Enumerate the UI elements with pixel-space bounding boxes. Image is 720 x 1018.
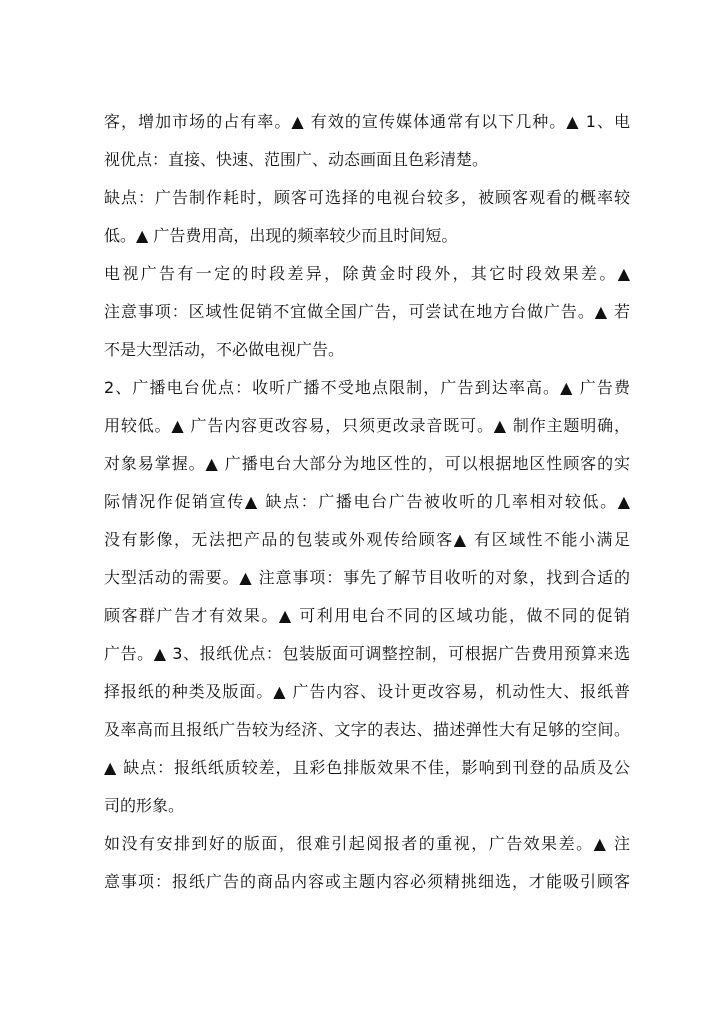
text-line: 对象易掌握。▲ 广播电台大部分为地区性的，可以根据地区性顾客的实 bbox=[104, 454, 630, 473]
text-line: 2、广播电台优点：收听广播不受地点限制，广告到达率高。▲ 广告费 bbox=[104, 378, 630, 397]
text-line: 及率高而且报纸广告较为经济、文字的表达、描述弹性大有足够的空间。 bbox=[104, 720, 630, 739]
text-line: ▲ 缺点：报纸纸质较差，且彩色排版效果不佳，影响到刊登的品质及公 bbox=[104, 758, 630, 777]
text-line: 缺点：广告制作耗时，顾客可选择的电视台较多，被顾客观看的概率较 bbox=[104, 188, 630, 207]
text-line: 不是大型活动，不必做电视广告。 bbox=[104, 340, 345, 359]
text-line: 意事项：报纸广告的商品内容或主题内容必须精挑细选，才能吸引顾客 bbox=[104, 872, 630, 891]
text-line: 司的形象。 bbox=[104, 796, 185, 815]
text-line: 客，增加市场的占有率。▲ 有效的宣传媒体通常有以下几种。▲ 1、电 bbox=[104, 112, 630, 131]
text-line: 择报纸的种类及版面。▲ 广告内容、设计更改容易，机动性大、报纸普 bbox=[104, 682, 630, 701]
text-line: 大型活动的需要。▲ 注意事项：事先了解节目收听的对象，找到合适的 bbox=[104, 568, 630, 587]
text-line: 如没有安排到好的版面，很难引起阅报者的重视，广告效果差。▲ 注 bbox=[104, 834, 630, 853]
text-line: 用较低。▲ 广告内容更改容易，只须更改录音既可。▲ 制作主题明确， bbox=[104, 416, 630, 435]
body-text bbox=[104, 103, 630, 901]
text-line: 视优点：直接、快速、范围广、动态画面且色彩清楚。 bbox=[104, 150, 489, 169]
text-line: 低。▲ 广告费用高，出现的频率较少而且时间短。 bbox=[104, 226, 458, 245]
text-line: 注意事项：区域性促销不宜做全国广告，可尝试在地方台做广告。▲ 若 bbox=[104, 302, 630, 321]
text-line: 没有影像，无法把产品的包装或外观传给顾客▲ 有区域性不能小满足 bbox=[104, 530, 630, 549]
text-line: 广告。▲ 3、报纸优点：包装版面可调整控制，可根据广告费用预算来选 bbox=[104, 644, 630, 663]
text-line: 际情况作促销宣传▲ 缺点：广播电台广告被收听的几率相对较低。▲ bbox=[104, 492, 630, 511]
text-line: 电视广告有一定的时段差异，除黄金时段外，其它时段效果差。▲ bbox=[104, 264, 630, 283]
text-line: 顾客群广告才有效果。▲ 可利用电台不同的区域功能，做不同的促销 bbox=[104, 606, 630, 625]
